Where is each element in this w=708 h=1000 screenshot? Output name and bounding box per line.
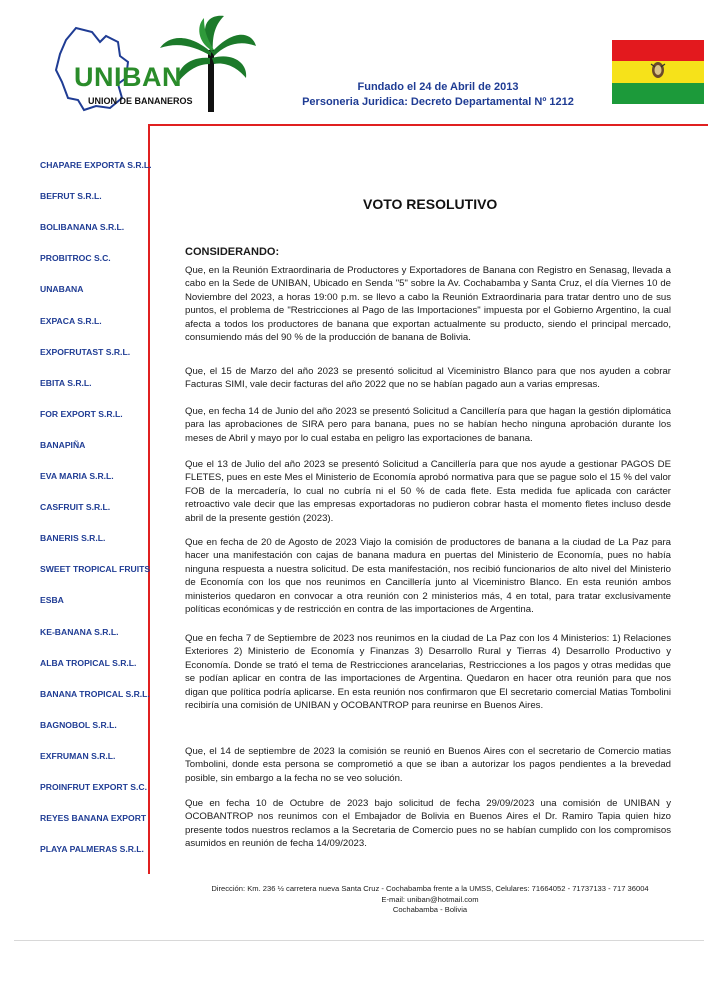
member-company-item: ALBA TROPICAL S.R.L. bbox=[40, 657, 137, 668]
paragraph-7: Que, el 14 de septiembre de 2023 la comisión se reunió en Buenos Aires con el secretario de Comercio matias Tombolini, donde esta persona se comprometió a que se iban a autorizar los pagos pendientes a la brevedad posible, sin embargo a la fecha no se veo solución. bbox=[185, 746, 671, 784]
section-heading: CONSIDERANDO: bbox=[185, 246, 280, 258]
member-company-item: PROBITROC S.C. bbox=[40, 253, 111, 264]
paragraph-5: Que en fecha de 20 de Agosto de 2023 Viajo la comisión de productores de banana a la ciudad de La Paz para hacer una manifestación con cajas de banana madura en puertas del Ministerio de Economía, pues no había ninguna respuesta a nuestra solicitud. De esta manifestación, nos recibió funcionarios de alto nivel del Ministerio de Economía con los que nos reunimos en Cancillería junto al Viceministro Blanco. En esta reunión ambos ministerios quedaron en convocar a otra reunión con 2 ministerios más, 4 en total, para tratar exclusivamente políticas económicas y de restricción en contra de las importaciones de Argentina. bbox=[185, 537, 671, 616]
member-company-item: CASFRUIT S.R.L. bbox=[40, 502, 111, 513]
flag-stripe-red bbox=[612, 40, 704, 61]
footer-contact bbox=[170, 884, 690, 916]
paragraph-1: Que, en la Reunión Extraordinaria de Productores y Exportadores de Banana con Registro en Senasag, llevada a cabo en la Sede de UNIBAN, Ubicado en Senda "5" sobre la Av. Cochabamba y Santa Cruz, el día Viernes 10 de Noviembre del 2023, a horas 19:00 p.m. se llevo a cabo la Reunión Extraordinaria para tratar dentro uno de sus puntos, el problema de "Restricciones al Pago de las Importaciones" impuesta por el Gobierno Argentino, la cual afecta a todos los productores de banana que exportan actualmente su producto, siendo el principal mercado, consumiendo más del 90 % de la producción de banana de Bolivia. bbox=[185, 265, 671, 344]
founded-date: Fundado el 24 de Abril de 2013 bbox=[357, 81, 519, 93]
flag-stripe-green bbox=[612, 83, 704, 104]
bolivia-flag bbox=[612, 40, 704, 104]
footer-address: Dirección: Km. 236 ½ carretera nueva Santa Cruz - Cochabamba frente a la UMSS, Celulares: 71664052 - 71737133 - 717 36004 bbox=[211, 884, 649, 893]
logo-subtitle: UNION DE BANANEROS bbox=[88, 96, 193, 106]
member-company-item: FOR EXPORT S.R.L. bbox=[40, 408, 123, 419]
member-company-item: BEFRUT S.R.L. bbox=[40, 191, 102, 202]
member-company-item: BAGNOBOL S.R.L. bbox=[40, 719, 117, 730]
member-company-item: PROINFRUT EXPORT S.C. bbox=[40, 782, 147, 792]
coat-of-arms-icon bbox=[648, 60, 668, 80]
legal-status: Personeria Juridica: Decreto Departamental Nº 1212 bbox=[302, 96, 574, 108]
member-company-item: EXPACA S.R.L. bbox=[40, 315, 102, 326]
member-company-item: BANERIS S.R.L. bbox=[40, 533, 106, 544]
organization-info bbox=[288, 80, 588, 110]
member-company-item: SWEET TROPICAL FRUITS bbox=[40, 564, 151, 575]
paragraph-2: Que, el 15 de Marzo del año 2023 se presentó solicitud al Viceministro Blanco para que nos ayuden a cobrar Facturas SIMI, vale decir facturas del año 2022 que no se habían pagado aun a varias empresas. bbox=[185, 366, 671, 391]
member-company-item: CHAPARE EXPORTA S.R.L. bbox=[40, 160, 152, 170]
logo-text: UNIBAN bbox=[74, 62, 182, 92]
uniban-logo bbox=[48, 12, 258, 120]
member-company-item: KE-BANANA S.R.L. bbox=[40, 626, 119, 637]
sidebar-divider bbox=[148, 124, 150, 874]
paragraph-3: Que, en fecha 14 de Junio del año 2023 se presentó Solicitud a Cancillería para que hagan la gestión diplomática para las aprobaciones de SIRA pero para banana, pues no se habían hecho ninguna aprobación durante los meses de Abril y mayo por lo cual estaba en peligro las exportaciones de banana. bbox=[185, 406, 671, 444]
paragraph-6: Que en fecha 7 de Septiembre de 2023 nos reunimos en la ciudad de La Paz con los 4 Ministerios: 1) Relaciones Exteriores 2) Ministerio de Economía y Finanzas 3) Desarrollo Rural y Tierras 4) Desarrollo Productivo y Economía. Donde se trató el tema de Restricciones arancelarias, Restricciones a los pagos y otras medidas que se podían aplicar en contra de las importaciones de Argentina. Quedaron en hacer otra reunión para que nos digan que política podría aplicarse. En esta reunión nos confirmaron que El secretario comercial Matias Tombolini recibiría una comisión de UNIBAN y OCOBANTROP para reunirse en Buenos Aires. bbox=[185, 633, 671, 712]
member-company-item: PLAYA PALMERAS S.R.L. bbox=[40, 844, 144, 855]
paragraph-8: Que en fecha 10 de Octubre de 2023 bajo solicitud de fecha 29/09/2023 una comisión de UNIBAN y OCOBANTROP nos reunimos con el Embajador de Bolivia en Buenos Aires el Dr. Ramiro Tapia quien hizo presente todos nuestros reclamos a la Secretaria de Comercio pues no se habían cumplido con los compromisos asumidos en reunión de fecha 14/09/2023. bbox=[185, 798, 671, 850]
paragraph-4: Que el 13 de Julio del año 2023 se presentó Solicitud a Cancillería para que nos ayude a gestionar PAGOS DE FLETES, pues en este Mes el Ministerio de Economía aprobó normativa para que se pague solo el 15 % del valor FOB de la mercadería, lo cual no cubría ni el 50 % de cada flete. Esta medida fue aplicada con carácter retroactivo vale decir que las empresas exportadoras no pudieron cobrar hasta el momento fletes incluso desde abril de la presente gestión (2023). bbox=[185, 459, 671, 524]
member-company-item: EXPOFRUTAST S.R.L. bbox=[40, 346, 131, 357]
footer-city: Cochabamba - Bolivia bbox=[392, 905, 468, 914]
member-company-item: EVA MARIA S.R.L. bbox=[40, 471, 114, 481]
member-company-item: UNABANA bbox=[40, 284, 84, 295]
member-company-item: EXFRUMAN S.R.L. bbox=[40, 750, 116, 761]
document-title: VOTO RESOLUTIVO bbox=[363, 196, 498, 212]
flag-stripe-yellow bbox=[612, 61, 704, 82]
header-divider bbox=[148, 124, 708, 126]
member-company-item: EBITA S.R.L. bbox=[40, 377, 92, 388]
member-company-item: BANAPIÑA bbox=[40, 439, 86, 450]
bottom-rule bbox=[14, 940, 704, 941]
member-company-item: BOLIBANANA S.R.L. bbox=[40, 222, 125, 233]
member-company-item: REYES BANANA EXPORT bbox=[40, 813, 147, 824]
member-company-item: ESBA bbox=[40, 595, 64, 606]
footer-email: E-mail: uniban@hotmail.com bbox=[381, 894, 479, 904]
member-company-item: BANANA TROPICAL S.R.L. bbox=[40, 688, 150, 699]
